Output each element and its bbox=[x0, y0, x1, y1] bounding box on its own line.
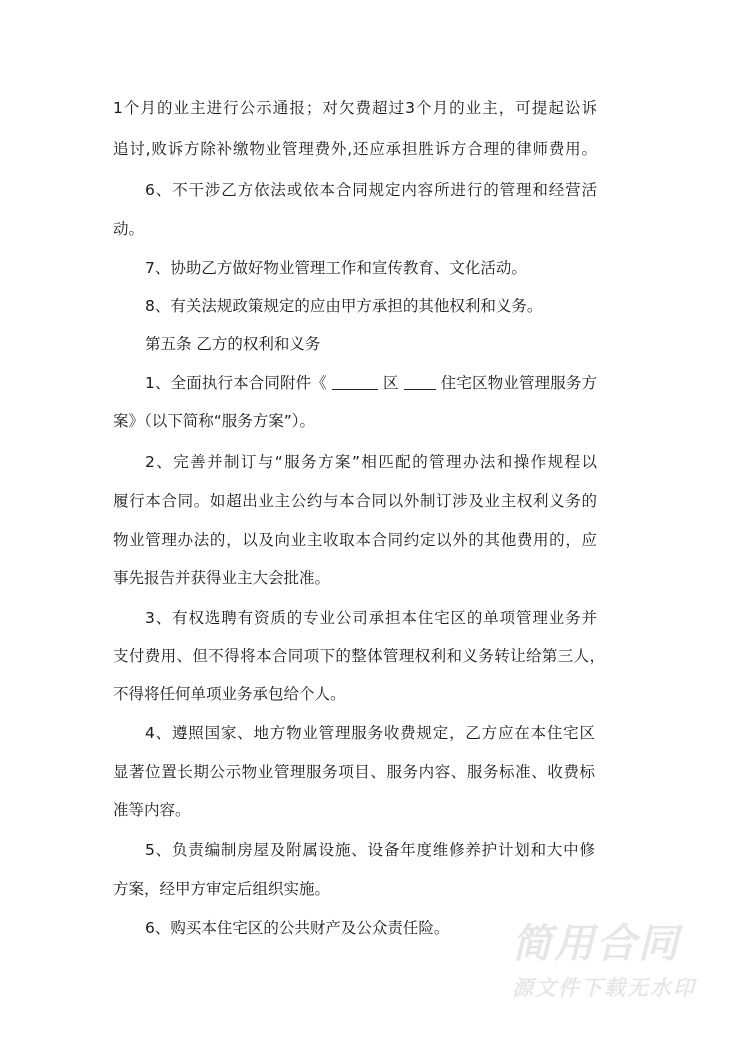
blank-field bbox=[404, 373, 436, 390]
text-line: 动。 bbox=[113, 220, 145, 238]
text-line: 准等内容。 bbox=[113, 801, 191, 819]
watermark-subtitle: 源文件下载无水印 bbox=[512, 976, 696, 1000]
text-line: 方案，经甲方审定后组织实施。 bbox=[113, 880, 331, 898]
text-line: 4、遵照国家、地方物业管理服务收费规定，乙方应在本住宅区 bbox=[145, 724, 595, 742]
text-segment: 1、全面执行本合同附件《 bbox=[145, 374, 327, 392]
text-line: 3、有权选聘有资质的专业公司承担本住宅区的单项管理业务并 bbox=[145, 609, 597, 627]
text-line: 追讨,败诉方除补缴物业管理费外,还应承担胜诉方合理的律师费用。 bbox=[113, 140, 597, 158]
text-line bbox=[145, 372, 597, 394]
text-segment: 区 bbox=[383, 374, 399, 392]
text-line: 8、有关法规政策规定的应由甲方承担的其他权利和义务。 bbox=[145, 297, 543, 315]
text-line: 履行本合同。如超出业主公约与本合同以外制订涉及业主权利义务的 bbox=[113, 492, 597, 510]
text-line: 物业管理办法的，以及向业主收取本合同约定以外的其他费用的，应 bbox=[113, 531, 597, 549]
text-line: 不得将任何单项业务承包给个人。 bbox=[113, 685, 346, 703]
text-line: 1个月的业主进行公示通报；对欠费超过3个月的业主，可提起讼诉 bbox=[113, 99, 597, 117]
text-line: 6、不干涉乙方依法或依本合同规定内容所进行的管理和经营活 bbox=[145, 181, 597, 199]
section-heading: 第五条 乙方的权利和义务 bbox=[145, 335, 321, 353]
text-line: 支付费用、但不得将本合同项下的整体管理权利和义务转让给第三人， bbox=[113, 647, 605, 665]
text-line: 5、负责编制房屋及附属设施、设备年度维修养护计划和大中修 bbox=[145, 841, 595, 859]
watermark-logo: 简用合同 bbox=[512, 921, 680, 967]
text-line: 案》（以下简称“服务方案”）。 bbox=[113, 412, 316, 430]
text-line: 显著位置长期公示物业管理服务项目、服务内容、服务标准、收费标 bbox=[113, 763, 595, 781]
blank-field bbox=[332, 373, 378, 390]
text-segment: 住宅区物业管理服务方 bbox=[440, 374, 597, 392]
text-line: 2、完善并制订与“服务方案”相匹配的管理办法和操作规程以 bbox=[145, 453, 597, 471]
text-line: 事先报告并获得业主大会批准。 bbox=[113, 569, 331, 587]
text-line: 6、购买本住宅区的公共财产及公众责任险。 bbox=[145, 919, 450, 937]
text-line: 7、协助乙方做好物业管理工作和宣传教育、文化活动。 bbox=[145, 259, 527, 277]
